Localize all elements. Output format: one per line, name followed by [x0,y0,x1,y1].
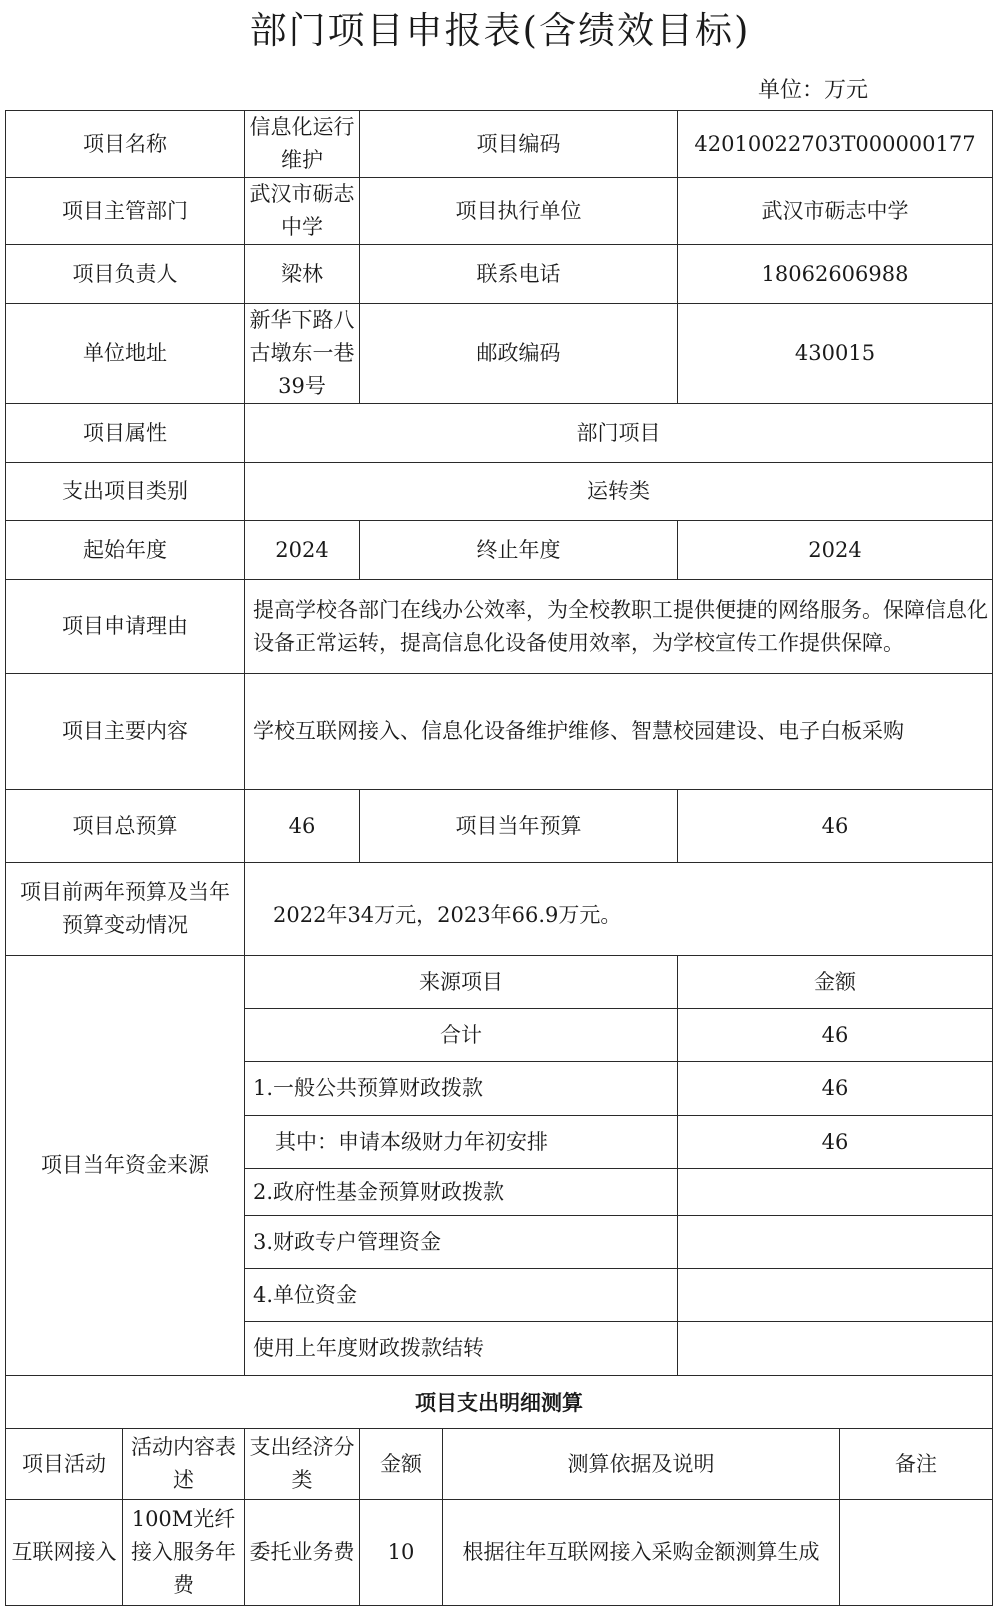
project-name-label: 项目名称 [6,111,245,178]
funding-amount: 46 [678,1009,993,1062]
detail-row [6,1500,993,1606]
reason-label: 项目申请理由 [6,580,245,674]
detail-remark [840,1500,993,1606]
funding-amount [678,1269,993,1322]
row-content [6,674,993,790]
year-budget-label: 项目当年预算 [360,790,678,863]
row-category [6,463,993,521]
unit-label: 单位：万元 [758,78,869,103]
row-history [6,863,993,956]
attribute-value: 部门项目 [245,404,993,463]
history-label: 项目前两年预算及当年预算变动情况 [6,863,245,956]
funding-source: 其中：申请本级财力年初安排 [245,1116,678,1169]
end-year-label: 终止年度 [360,521,678,580]
detail-header-row [6,1429,993,1500]
detail-header-activity: 项目活动 [6,1429,123,1500]
project-name-value: 信息化运行维护 [245,111,360,178]
content-label: 项目主要内容 [6,674,245,790]
detail-econ-class: 委托业务费 [245,1500,360,1606]
funding-source: 4.单位资金 [245,1269,678,1322]
funding-amount: 46 [678,1116,993,1169]
row-years [6,521,993,580]
funding-source: 1.一般公共预算财政拨款 [245,1062,678,1116]
detail-activity: 互联网接入 [6,1500,123,1606]
zip-label: 邮政编码 [360,304,678,404]
attribute-label: 项目属性 [6,404,245,463]
year-budget-value: 46 [678,790,993,863]
detail-header-description: 活动内容表述 [123,1429,245,1500]
category-label: 支出项目类别 [6,463,245,521]
row-address [6,304,993,404]
detail-header-econ-class: 支出经济分类 [245,1429,360,1500]
dept-value: 武汉市砺志中学 [245,178,360,245]
detail-basis: 根据往年互联网接入采购金额测算生成 [443,1500,840,1606]
detail-header-remark: 备注 [840,1429,993,1500]
zip-value: 430015 [678,304,993,404]
total-budget-label: 项目总预算 [6,790,245,863]
funding-source: 使用上年度财政拨款结转 [245,1322,678,1376]
funding-amount [678,1216,993,1269]
start-year-value: 2024 [245,521,360,580]
phone-label: 联系电话 [360,245,678,304]
project-application-table [5,110,993,1606]
project-code-value: 42010022703T000000177 [678,111,993,178]
leader-value: 梁林 [245,245,360,304]
page-title: 部门项目申报表(含绩效目标) [249,9,751,52]
detail-section-row [6,1376,993,1429]
phone-value: 18062606988 [678,245,993,304]
detail-amount: 10 [360,1500,443,1606]
funding-amount [678,1169,993,1216]
row-department [6,178,993,245]
reason-value: 提高学校各部门在线办公效率，为全校教职工提供便捷的网络服务。保障信息化设备正常运转，提高信息化设备使用效率，为学校宣传工作提供保障。 [245,580,993,674]
row-reason [6,580,993,674]
history-value: 2022年34万元，2023年66.9万元。 [245,863,993,956]
row-project-name [6,111,993,178]
exec-unit-label: 项目执行单位 [360,178,678,245]
detail-header-basis: 测算依据及说明 [443,1429,840,1500]
funding-col-source: 来源项目 [245,956,678,1009]
row-budget [6,790,993,863]
leader-label: 项目负责人 [6,245,245,304]
funding-source: 2.政府性基金预算财政拨款 [245,1169,678,1216]
exec-unit-value: 武汉市砺志中学 [678,178,993,245]
funding-label: 项目当年资金来源 [6,956,245,1376]
start-year-label: 起始年度 [6,521,245,580]
content-value: 学校互联网接入、信息化设备维护维修、智慧校园建设、电子白板采购 [245,674,993,790]
row-leader [6,245,993,304]
funding-source: 3.财政专户管理资金 [245,1216,678,1269]
end-year-value: 2024 [678,521,993,580]
funding-amount: 46 [678,1062,993,1116]
funding-source: 合计 [245,1009,678,1062]
address-value: 新华下路八古墩东一巷39号 [245,304,360,404]
detail-header-amount: 金额 [360,1429,443,1500]
row-attribute [6,404,993,463]
total-budget-value: 46 [245,790,360,863]
funding-amount [678,1322,993,1376]
address-label: 单位地址 [6,304,245,404]
category-value: 运转类 [245,463,993,521]
funding-col-amount: 金额 [678,956,993,1009]
project-code-label: 项目编码 [360,111,678,178]
detail-section-title: 项目支出明细测算 [6,1376,993,1429]
detail-description: 100M光纤接入服务年费 [123,1500,245,1606]
dept-label: 项目主管部门 [6,178,245,245]
funding-header-row [6,956,993,1009]
